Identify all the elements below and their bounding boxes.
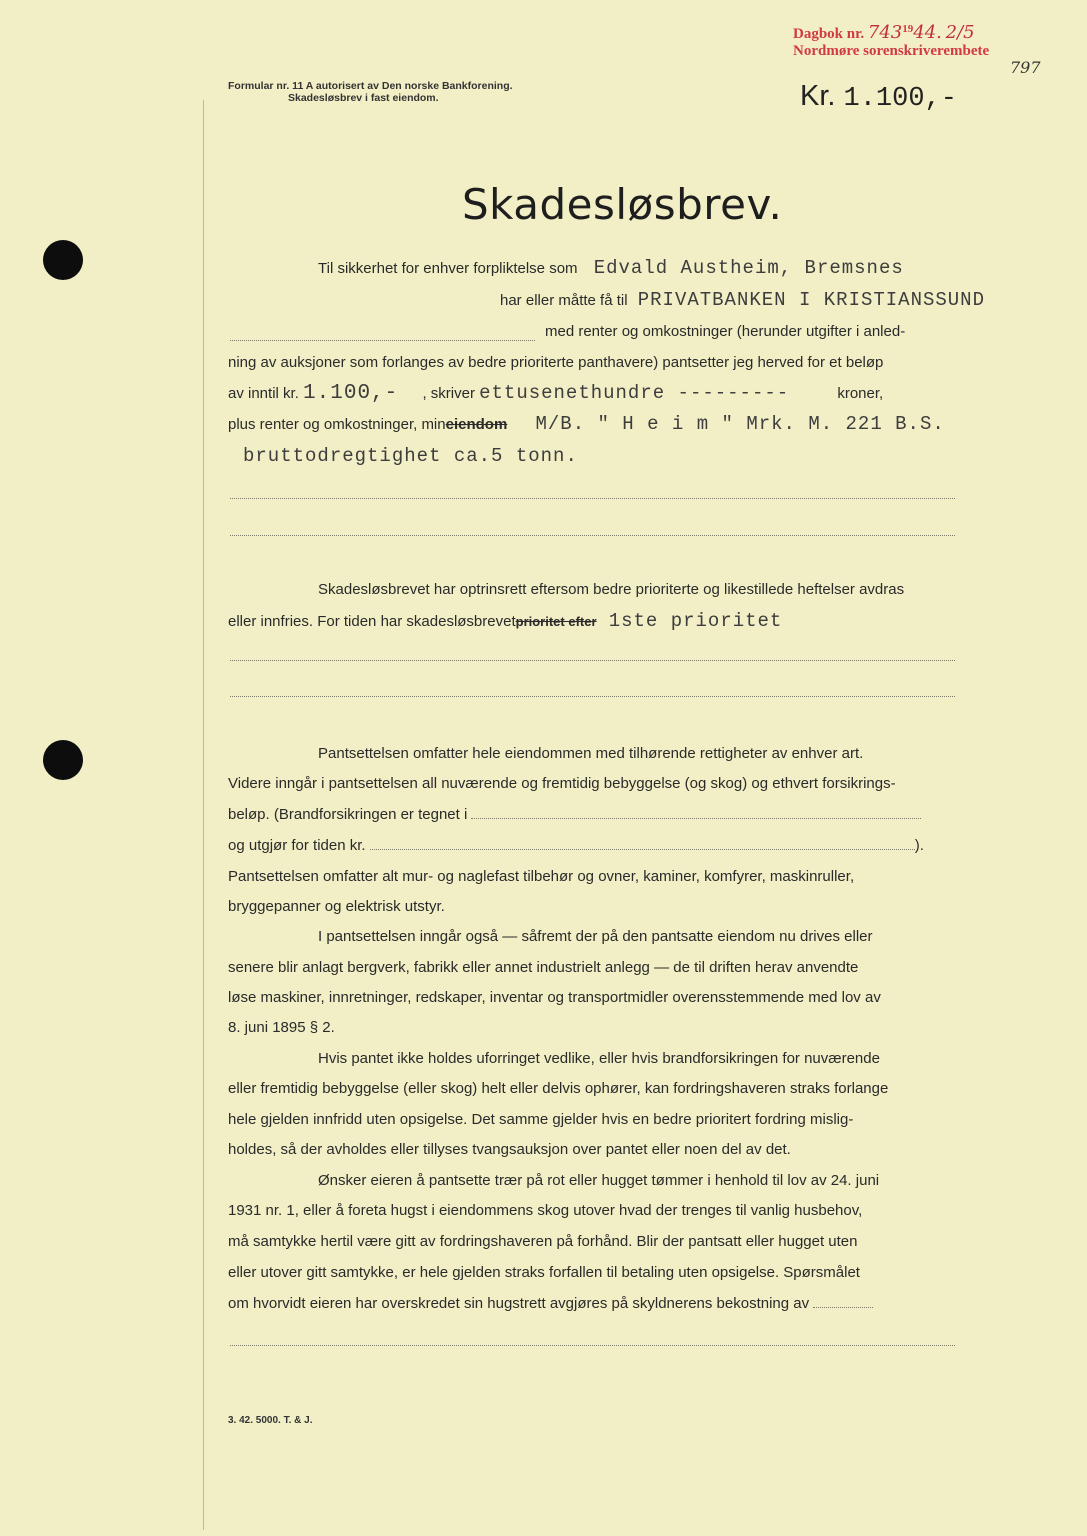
p1-line2: har eller måtte få til PRIVATBANKEN I KRISTIANSSUND xyxy=(500,289,985,311)
p6-line5: om hvorvidt eieren har overskredet sin hugstrett avgjøres på skyldnerens bekostning av xyxy=(228,1294,873,1314)
amount-value: 1.100,- xyxy=(843,84,957,114)
dotted-rule xyxy=(230,660,955,661)
tonnage: bruttodregtighet ca.5 tonn. xyxy=(243,445,578,467)
dotted-rule xyxy=(230,535,955,536)
p5-line2: eller fremtidig bebyggelse (eller skog) helt eller delvis ophører, kan fordringshaveren straks forlange xyxy=(228,1080,889,1097)
p6-line1: Ønsker eieren å pantsette trær på rot eller hugget tømmer i henhold til lov av 24. juni xyxy=(318,1172,880,1189)
priority: 1ste prioritet xyxy=(608,610,783,632)
p2-line2: eller innfries. For tiden har skadesløsbrevetprioritet efter 1ste prioritet xyxy=(228,610,783,632)
struck-word: eiendom xyxy=(445,416,508,433)
p4-line2: senere blir anlagt bergverk, fabrikk eller annet industrielt anlegg — de til driften herav anvendte xyxy=(228,959,859,976)
form-header-line1: Formular nr. 11 A autorisert av Den norske Bankforening. xyxy=(228,80,513,92)
struck-word: prioritet efter xyxy=(515,614,597,629)
print-code: 3. 42. 5000. T. & J. xyxy=(228,1415,313,1426)
registry-stamp-line1: Dagbok nr. $743^{19}44$. 2/5 xyxy=(793,22,975,43)
dotted-rule xyxy=(230,498,955,499)
dotted-fill xyxy=(471,818,921,819)
p1-line6: plus renter og omkostninger, mineiendom M/B. " H e i m " Mrk. M. 221 B.S. xyxy=(228,413,945,435)
p1-line5: av inntil kr. 1.100,- , skriver ettusenethundre --------- kroner, xyxy=(228,382,884,405)
margin-line xyxy=(203,100,204,1530)
amount-in-words: ettusenethundre --------- xyxy=(479,382,790,404)
document-title: Skadesløsbrev. xyxy=(462,180,783,229)
p1-line4: ning av auksjoner som forlanges av bedre prioriterte panthavere) pantsetter jeg herved for et beløp xyxy=(228,354,884,371)
dotted-rule xyxy=(230,1345,955,1346)
p1-line1: Til sikkerhet for enhver forpliktelse som Edvald Austheim, Bremsnes xyxy=(318,257,904,279)
punch-hole-bottom xyxy=(43,740,83,780)
form-header xyxy=(228,80,513,104)
p1-line7 xyxy=(243,446,578,467)
dotted-fill xyxy=(370,849,915,850)
dotted-rule xyxy=(230,340,535,341)
p4-line4: 8. juni 1895 § 2. xyxy=(228,1019,335,1036)
p5-line3: hele gjelden innfridd uten opsigelse. Det samme gjelder hvis en bedre prioritert fordring mislig- xyxy=(228,1111,854,1128)
p5-line1: Hvis pantet ikke holdes uforringet vedlike, eller hvis brandforsikringen for nuværende xyxy=(318,1050,880,1067)
property-description: M/B. " H e i m " Mrk. M. 221 B.S. xyxy=(535,413,945,435)
p3-line4: og utgjør for tiden kr. ). xyxy=(228,837,924,854)
dotted-rule xyxy=(230,696,955,697)
amount-box xyxy=(800,80,957,114)
p4-line1: I pantsettelsen inngår også — såfremt der på den pantsatte eiendom nu drives eller xyxy=(318,928,873,945)
p6-line2: 1931 nr. 1, eller å foreta hugst i eiendommens skog utover hvad der trenges til vanlig husbehov, xyxy=(228,1202,863,1219)
p3-line5: Pantsettelsen omfatter alt mur- og naglefast tilbehør og ovner, kaminer, komfyrer, maskinruller, xyxy=(228,868,855,885)
diary-number: 743 xyxy=(867,22,903,43)
p3-line6: bryggepanner og elektrisk utstyr. xyxy=(228,898,445,915)
punch-hole-top xyxy=(43,240,83,280)
page-number: 797 xyxy=(1010,58,1041,77)
p1-line3: med renter og omkostninger (herunder utgifter i anled- xyxy=(545,323,906,340)
form-header-line2: Skadesløsbrev i fast eiendom. xyxy=(288,92,439,104)
loan-amount: 1.100,- xyxy=(303,382,399,405)
p5-line4: holdes, så der avholdes eller tillyses tvangsauksjon over pantet eller noen del av det. xyxy=(228,1141,791,1158)
p6-line4: eller utover gitt samtykke, er hele gjelden straks forfallen til betaling uten opsigelse. Spørsmålet xyxy=(228,1264,860,1281)
p3-line1: Pantsettelsen omfatter hele eiendommen med tilhørende rettigheter av enhver art. xyxy=(318,745,864,762)
debtor-name: Edvald Austheim, Bremsnes xyxy=(593,257,904,279)
amount-prefix: Kr. xyxy=(800,80,836,112)
registry-stamp-line2: Nordmøre sorenskriverembete xyxy=(793,43,990,59)
p4-line3: løse maskiner, innretninger, redskaper, inventar og transportmidler overensstemmende med lov av xyxy=(228,989,881,1006)
stamp-date: 2/5 xyxy=(945,22,975,43)
p2-line1: Skadesløsbrevet har optrinsrett eftersom bedre prioriterte og likestillede heftelser avdras xyxy=(318,581,905,598)
p6-line3: må samtykke hertil være gitt av fordringshaveren på forhånd. Blir der pantsatt eller hugget uten xyxy=(228,1233,858,1250)
creditor-name: PRIVATBANKEN I KRISTIANSSUND xyxy=(637,289,985,311)
dotted-fill xyxy=(813,1307,873,1308)
p3-line3: beløp. (Brandforsikringen er tegnet i xyxy=(228,805,921,825)
p3-line2: Videre inngår i pantsettelsen all nuværende og fremtidig bebyggelse (og skog) og ethvert forsikrings- xyxy=(228,775,896,792)
